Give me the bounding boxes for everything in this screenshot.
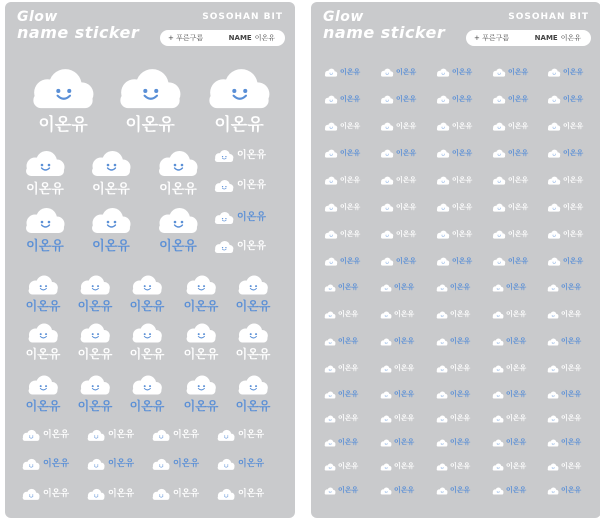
- glow-logo: [17, 10, 139, 40]
- sticker-name-label: 이온유: [340, 203, 361, 212]
- sticker-name-label: 이온유: [129, 398, 165, 413]
- cloud-sticker-icon: [215, 458, 237, 472]
- sticker-name-label: 이온유: [237, 179, 266, 191]
- variant-label: + 푸른구름: [474, 34, 510, 42]
- sticker-name-label: 이온유: [183, 398, 219, 413]
- sticker-name-label: 이온유: [506, 438, 527, 447]
- cloud-sticker-icon: [323, 95, 339, 105]
- sticker-name-label: 이온유: [394, 438, 415, 447]
- sticker-name-label: 이온유: [38, 115, 88, 136]
- cloud-sticker-icon: [435, 415, 449, 424]
- cloud-sticker-icon: [85, 429, 107, 443]
- cloud-sticker-icon: [379, 122, 395, 132]
- cloud-sticker-icon: [379, 311, 393, 320]
- cloud-sticker-icon: [435, 68, 451, 78]
- sticker-name-label: 이온유: [338, 486, 359, 495]
- sticker-name-label: 이온유: [394, 462, 415, 471]
- cloud-sticker-icon: [491, 95, 507, 105]
- sticker-name-label: 이온유: [340, 149, 361, 158]
- cloud-sticker-icon: [546, 415, 560, 424]
- sticker-name-label: 이온유: [452, 122, 473, 131]
- cloud-sticker-icon: [491, 365, 505, 374]
- sticker-name-label: 이온유: [396, 176, 417, 185]
- cloud-sticker-icon: [20, 206, 70, 237]
- cloud-sticker-icon: [546, 338, 560, 347]
- sticker-name-label: 이온유: [508, 149, 529, 158]
- sticker-name-label: 이온유: [173, 429, 200, 440]
- cloud-sticker-icon: [323, 284, 337, 293]
- sticker-name-label: 이온유: [394, 337, 415, 346]
- name-tag: [466, 30, 591, 46]
- sticker-name-label: 이온유: [214, 115, 264, 136]
- cloud-sticker-icon: [546, 203, 562, 213]
- sticker-name-label: 이온유: [506, 462, 527, 471]
- cloud-sticker-icon: [491, 415, 505, 424]
- cloud-sticker-icon: [546, 487, 560, 496]
- sticker-name-label: 이온유: [237, 149, 266, 161]
- sticker-name-label: 이온유: [563, 203, 584, 212]
- sticker-name-label: 이온유: [563, 176, 584, 185]
- cloud-sticker-icon: [20, 488, 42, 502]
- cloud-sticker-icon: [546, 311, 560, 320]
- sticker-name-label: 이온유: [183, 298, 219, 313]
- cloud-sticker-icon: [323, 122, 339, 132]
- cloud-sticker-icon: [379, 487, 393, 496]
- sticker-name-label: 이온유: [506, 283, 527, 292]
- sticker-name-label: 이온유: [452, 203, 473, 212]
- sticker-name-label: 이온유: [77, 346, 113, 361]
- sticker-name-label: 이온유: [508, 230, 529, 239]
- cloud-sticker-icon: [379, 391, 393, 400]
- logo-line-2: name sticker: [17, 23, 140, 42]
- variant-label: + 푸른구름: [168, 34, 204, 42]
- name-label: NAME: [228, 34, 252, 42]
- name-value: 이온유: [560, 34, 581, 42]
- name-label: NAME: [534, 34, 558, 42]
- cloud-sticker-icon: [234, 274, 272, 298]
- sticker-name-label: 이온유: [159, 182, 197, 197]
- logo-line-1: Glow: [17, 9, 58, 25]
- sticker-name-label: 이온유: [238, 429, 265, 440]
- sticker-name-label: 이온유: [394, 364, 415, 373]
- sticker-name-label: 이온유: [450, 438, 471, 447]
- cloud-sticker-icon: [491, 68, 507, 78]
- sticker-name-label: 이온유: [563, 230, 584, 239]
- cloud-sticker-icon: [212, 211, 236, 226]
- sticker-name-label: 이온유: [338, 414, 359, 423]
- cloud-sticker-icon: [379, 439, 393, 448]
- cloud-sticker-icon: [128, 274, 166, 298]
- sticker-name-label: 이온유: [508, 122, 529, 131]
- cloud-sticker-icon: [323, 415, 337, 424]
- sticker-name-label: 이온유: [26, 239, 64, 254]
- sticker-name-label: 이온유: [340, 68, 361, 77]
- cloud-sticker-icon: [546, 463, 560, 472]
- cloud-sticker-icon: [546, 68, 562, 78]
- cloud-sticker-icon: [323, 203, 339, 213]
- sticker-name-label: 이온유: [396, 122, 417, 131]
- sticker-name-label: 이온유: [508, 203, 529, 212]
- cloud-sticker-icon: [323, 230, 339, 240]
- cloud-sticker-icon: [24, 274, 62, 298]
- cloud-sticker-icon: [435, 463, 449, 472]
- brand-name: SOSOHAN BIT: [202, 12, 283, 22]
- cloud-sticker-icon: [323, 149, 339, 159]
- sticker-name-label: 이온유: [396, 149, 417, 158]
- cloud-sticker-icon: [215, 488, 237, 502]
- sticker-name-label: 이온유: [77, 298, 113, 313]
- cloud-sticker-icon: [85, 488, 107, 502]
- sticker-name-label: 이온유: [26, 182, 64, 197]
- sticker-name-label: 이온유: [92, 239, 130, 254]
- sticker-name-label: 이온유: [452, 230, 473, 239]
- cloud-sticker-icon: [20, 429, 42, 443]
- sticker-name-label: 이온유: [338, 337, 359, 346]
- sticker-name-label: 이온유: [237, 211, 266, 223]
- sticker-name-label: 이온유: [159, 239, 197, 254]
- sticker-name-label: 이온유: [108, 429, 135, 440]
- sticker-name-label: 이온유: [183, 346, 219, 361]
- sticker-name-label: 이온유: [396, 95, 417, 104]
- sticker-name-label: 이온유: [506, 414, 527, 423]
- cloud-sticker-icon: [379, 365, 393, 374]
- sticker-name-label: 이온유: [450, 486, 471, 495]
- cloud-sticker-icon: [150, 458, 172, 472]
- sticker-sheet-left: [5, 2, 295, 518]
- sticker-name-label: 이온유: [394, 283, 415, 292]
- sticker-name-label: 이온유: [394, 414, 415, 423]
- cloud-sticker-icon: [182, 374, 220, 398]
- sticker-name-label: 이온유: [563, 95, 584, 104]
- sticker-name-label: 이온유: [450, 414, 471, 423]
- cloud-sticker-icon: [435, 203, 451, 213]
- sticker-name-label: 이온유: [173, 488, 200, 499]
- cloud-sticker-icon: [546, 149, 562, 159]
- cloud-sticker-icon: [234, 374, 272, 398]
- cloud-sticker-icon: [546, 257, 562, 267]
- sticker-name-label: 이온유: [129, 298, 165, 313]
- cloud-sticker-icon: [20, 149, 70, 180]
- sticker-name-label: 이온유: [506, 486, 527, 495]
- sticker-name-label: 이온유: [452, 68, 473, 77]
- logo-line-2: name sticker: [323, 23, 446, 42]
- cloud-sticker-icon: [76, 274, 114, 298]
- cloud-sticker-icon: [200, 66, 278, 114]
- sticker-name-label: 이온유: [338, 438, 359, 447]
- cloud-sticker-icon: [491, 203, 507, 213]
- sticker-name-label: 이온유: [450, 283, 471, 292]
- sticker-name-label: 이온유: [561, 364, 582, 373]
- sticker-name-label: 이온유: [338, 283, 359, 292]
- sticker-name-label: 이온유: [561, 310, 582, 319]
- sticker-name-label: 이온유: [129, 346, 165, 361]
- cloud-sticker-icon: [24, 322, 62, 346]
- sticker-name-label: 이온유: [235, 346, 271, 361]
- cloud-sticker-icon: [435, 122, 451, 132]
- sticker-name-label: 이온유: [396, 257, 417, 266]
- cloud-sticker-icon: [491, 338, 505, 347]
- cloud-sticker-icon: [323, 257, 339, 267]
- cloud-sticker-icon: [435, 439, 449, 448]
- sticker-name-label: 이온유: [450, 310, 471, 319]
- cloud-sticker-icon: [435, 311, 449, 320]
- sticker-name-label: 이온유: [506, 310, 527, 319]
- cloud-sticker-icon: [379, 463, 393, 472]
- cloud-sticker-icon: [491, 230, 507, 240]
- cloud-sticker-icon: [24, 374, 62, 398]
- cloud-sticker-icon: [491, 311, 505, 320]
- cloud-sticker-icon: [323, 487, 337, 496]
- sticker-name-label: 이온유: [25, 298, 61, 313]
- sticker-name-label: 이온유: [394, 486, 415, 495]
- cloud-sticker-icon: [212, 240, 236, 255]
- sticker-name-label: 이온유: [340, 257, 361, 266]
- cloud-sticker-icon: [323, 311, 337, 320]
- cloud-sticker-icon: [546, 95, 562, 105]
- cloud-sticker-icon: [379, 149, 395, 159]
- cloud-sticker-icon: [128, 322, 166, 346]
- cloud-sticker-icon: [323, 439, 337, 448]
- cloud-sticker-icon: [546, 122, 562, 132]
- cloud-sticker-icon: [435, 149, 451, 159]
- sticker-name-label: 이온유: [563, 257, 584, 266]
- cloud-sticker-icon: [435, 230, 451, 240]
- cloud-sticker-icon: [491, 122, 507, 132]
- cloud-sticker-icon: [435, 338, 449, 347]
- sticker-name-label: 이온유: [125, 115, 175, 136]
- sticker-name-label: 이온유: [338, 390, 359, 399]
- cloud-sticker-icon: [379, 415, 393, 424]
- name-tag: [160, 30, 285, 46]
- cloud-sticker-icon: [323, 391, 337, 400]
- cloud-sticker-icon: [546, 176, 562, 186]
- cloud-sticker-icon: [153, 206, 203, 237]
- cloud-sticker-icon: [323, 365, 337, 374]
- sticker-name-label: 이온유: [108, 488, 135, 499]
- cloud-sticker-icon: [323, 176, 339, 186]
- cloud-sticker-icon: [379, 338, 393, 347]
- sticker-name-label: 이온유: [238, 488, 265, 499]
- cloud-sticker-icon: [379, 176, 395, 186]
- sticker-name-label: 이온유: [396, 203, 417, 212]
- sticker-name-label: 이온유: [508, 257, 529, 266]
- sticker-name-label: 이온유: [508, 176, 529, 185]
- sticker-name-label: 이온유: [338, 364, 359, 373]
- sticker-name-label: 이온유: [450, 462, 471, 471]
- cloud-sticker-icon: [379, 95, 395, 105]
- sticker-name-label: 이온유: [340, 95, 361, 104]
- sticker-name-label: 이온유: [563, 68, 584, 77]
- cloud-sticker-icon: [182, 322, 220, 346]
- cloud-sticker-icon: [20, 458, 42, 472]
- sticker-name-label: 이온유: [561, 486, 582, 495]
- sticker-name-label: 이온유: [173, 458, 200, 469]
- cloud-sticker-icon: [323, 338, 337, 347]
- sticker-name-label: 이온유: [450, 337, 471, 346]
- cloud-sticker-icon: [435, 176, 451, 186]
- cloud-sticker-icon: [379, 230, 395, 240]
- cloud-sticker-icon: [435, 487, 449, 496]
- cloud-sticker-icon: [546, 391, 560, 400]
- sticker-name-label: 이온유: [452, 176, 473, 185]
- sticker-name-label: 이온유: [340, 122, 361, 131]
- cloud-sticker-icon: [128, 374, 166, 398]
- sticker-name-label: 이온유: [450, 364, 471, 373]
- cloud-sticker-icon: [182, 274, 220, 298]
- cloud-sticker-icon: [546, 284, 560, 293]
- sticker-name-label: 이온유: [561, 390, 582, 399]
- cloud-sticker-icon: [111, 66, 189, 114]
- cloud-sticker-icon: [323, 463, 337, 472]
- cloud-sticker-icon: [546, 365, 560, 374]
- cloud-sticker-icon: [212, 149, 236, 164]
- cloud-sticker-icon: [491, 257, 507, 267]
- sticker-name-label: 이온유: [77, 398, 113, 413]
- name-field: [535, 33, 581, 43]
- cloud-sticker-icon: [491, 439, 505, 448]
- cloud-sticker-icon: [491, 391, 505, 400]
- cloud-sticker-icon: [491, 149, 507, 159]
- logo-line-1: Glow: [323, 9, 364, 25]
- sticker-name-label: 이온유: [237, 240, 266, 252]
- sticker-name-label: 이온유: [506, 364, 527, 373]
- sticker-name-label: 이온유: [92, 182, 130, 197]
- sticker-name-label: 이온유: [43, 458, 70, 469]
- brand-name: SOSOHAN BIT: [508, 12, 589, 22]
- cloud-sticker-icon: [379, 257, 395, 267]
- sticker-name-label: 이온유: [450, 390, 471, 399]
- sticker-name-label: 이온유: [394, 390, 415, 399]
- sticker-name-label: 이온유: [338, 310, 359, 319]
- cloud-sticker-icon: [85, 458, 107, 472]
- cloud-sticker-icon: [435, 95, 451, 105]
- cloud-sticker-icon: [435, 284, 449, 293]
- cloud-sticker-icon: [24, 66, 102, 114]
- cloud-sticker-icon: [491, 176, 507, 186]
- sticker-name-label: 이온유: [238, 458, 265, 469]
- cloud-sticker-icon: [86, 206, 136, 237]
- sticker-name-label: 이온유: [338, 462, 359, 471]
- sticker-name-label: 이온유: [452, 257, 473, 266]
- sticker-name-label: 이온유: [235, 298, 271, 313]
- cloud-sticker-icon: [379, 284, 393, 293]
- sticker-name-label: 이온유: [340, 176, 361, 185]
- cloud-sticker-icon: [546, 439, 560, 448]
- cloud-sticker-icon: [546, 230, 562, 240]
- sticker-name-label: 이온유: [43, 488, 70, 499]
- cloud-sticker-icon: [379, 68, 395, 78]
- sticker-name-label: 이온유: [508, 68, 529, 77]
- sticker-name-label: 이온유: [506, 337, 527, 346]
- cloud-sticker-icon: [86, 149, 136, 180]
- sticker-sheet-right: [311, 2, 600, 518]
- sticker-name-label: 이온유: [561, 462, 582, 471]
- sticker-name-label: 이온유: [25, 398, 61, 413]
- cloud-sticker-icon: [435, 391, 449, 400]
- cloud-sticker-icon: [491, 463, 505, 472]
- sticker-name-label: 이온유: [563, 122, 584, 131]
- sticker-name-label: 이온유: [508, 95, 529, 104]
- sticker-name-label: 이온유: [561, 283, 582, 292]
- sticker-name-label: 이온유: [25, 346, 61, 361]
- sticker-name-label: 이온유: [235, 398, 271, 413]
- sticker-name-label: 이온유: [394, 310, 415, 319]
- cloud-sticker-icon: [215, 429, 237, 443]
- sticker-name-label: 이온유: [561, 414, 582, 423]
- cloud-sticker-icon: [491, 487, 505, 496]
- sticker-name-label: 이온유: [396, 68, 417, 77]
- cloud-sticker-icon: [323, 68, 339, 78]
- sticker-name-label: 이온유: [340, 230, 361, 239]
- sticker-name-label: 이온유: [108, 458, 135, 469]
- cloud-sticker-icon: [76, 322, 114, 346]
- cloud-sticker-icon: [212, 179, 236, 194]
- sticker-name-label: 이온유: [561, 337, 582, 346]
- glow-logo: [323, 10, 445, 40]
- cloud-sticker-icon: [150, 429, 172, 443]
- name-field: [229, 33, 275, 43]
- cloud-sticker-icon: [150, 488, 172, 502]
- cloud-sticker-icon: [76, 374, 114, 398]
- cloud-sticker-icon: [435, 257, 451, 267]
- name-value: 이온유: [254, 34, 275, 42]
- sticker-name-label: 이온유: [506, 390, 527, 399]
- cloud-sticker-icon: [379, 203, 395, 213]
- cloud-sticker-icon: [234, 322, 272, 346]
- sticker-name-label: 이온유: [452, 149, 473, 158]
- sticker-name-label: 이온유: [452, 95, 473, 104]
- cloud-sticker-icon: [153, 149, 203, 180]
- cloud-sticker-icon: [435, 365, 449, 374]
- sticker-name-label: 이온유: [396, 230, 417, 239]
- sticker-name-label: 이온유: [43, 429, 70, 440]
- sticker-name-label: 이온유: [561, 438, 582, 447]
- cloud-sticker-icon: [491, 284, 505, 293]
- sticker-name-label: 이온유: [563, 149, 584, 158]
